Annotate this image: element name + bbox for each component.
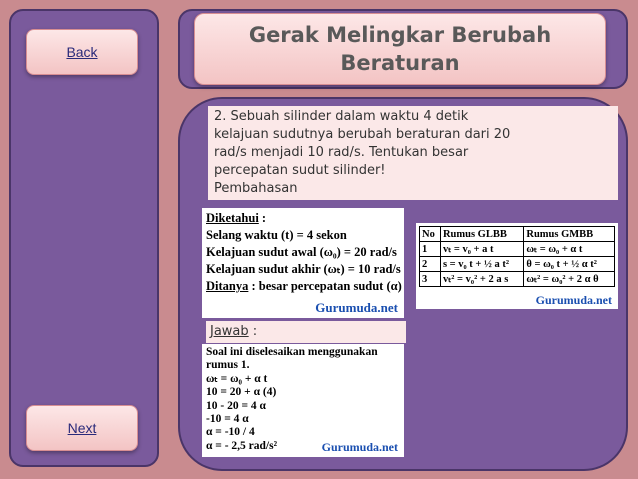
back-button[interactable] bbox=[26, 29, 138, 75]
answer-label-suffix: : bbox=[248, 324, 258, 339]
known-heading: Diketahui bbox=[206, 211, 259, 225]
table-cell: 2 bbox=[420, 257, 441, 272]
known-row: Selang waktu (t) = 4 sekon bbox=[206, 228, 347, 242]
sidebar-panel bbox=[9, 9, 159, 467]
solution-line: 10 = 20 + α (4) bbox=[206, 386, 277, 399]
solution-line: ωₜ = ω₀ + α t bbox=[206, 372, 268, 385]
table-cell: 1 bbox=[420, 242, 441, 257]
table-cell: vₜ = v₀ + a t bbox=[440, 242, 523, 257]
formula-table-image bbox=[416, 223, 618, 309]
table-header-cell: No bbox=[420, 227, 441, 242]
table-row bbox=[420, 242, 615, 257]
solution-line: 10 - 20 = 4 α bbox=[206, 399, 266, 412]
watermark: Gurumuda.net bbox=[315, 300, 398, 315]
table-cell: s = v₀ t + ½ a t² bbox=[440, 257, 523, 272]
table-cell: vₜ² = v₀² + 2 a s bbox=[440, 272, 523, 287]
solution-line: α = -10 / 4 bbox=[206, 426, 255, 439]
answer-label-text: Jawab bbox=[210, 324, 249, 339]
answer-label bbox=[206, 321, 406, 343]
problem-line: percepatan sudut silinder! bbox=[214, 163, 386, 178]
solution-image bbox=[202, 344, 404, 457]
watermark: Gurumuda.net bbox=[321, 439, 398, 454]
asked-text: : besar percepatan sudut (α) bbox=[248, 279, 402, 293]
table-cell: 3 bbox=[420, 272, 441, 287]
table-cell: ωₜ² = ω₀² + 2 α θ bbox=[524, 272, 615, 287]
problem-text bbox=[208, 106, 618, 200]
problem-line-pembahasan: Pembahasan bbox=[214, 181, 298, 196]
table-header-row bbox=[420, 227, 615, 242]
table-row bbox=[420, 257, 615, 272]
known-heading-suffix: : bbox=[258, 211, 267, 225]
table-cell: θ = ω₀ t + ½ α t² bbox=[524, 257, 615, 272]
page-title-line1: Gerak Melingkar Berubah bbox=[248, 23, 552, 47]
known-values-image bbox=[202, 208, 404, 318]
back-button-label: Back bbox=[66, 44, 98, 60]
next-button-label: Next bbox=[67, 420, 97, 436]
next-button[interactable] bbox=[26, 405, 138, 451]
solution-line: Soal ini diselesaikan menggunakan rumus 1. bbox=[206, 346, 378, 372]
asked-label: Ditanya bbox=[206, 279, 249, 293]
title-box bbox=[194, 13, 606, 85]
formula-table bbox=[419, 226, 615, 287]
table-header-cell: Rumus GLBB bbox=[440, 227, 523, 242]
table-cell: ωₜ = ω₀ + α t bbox=[524, 242, 615, 257]
known-row: Kelajuan sudut awal (ω₀) = 20 rad/s bbox=[206, 245, 397, 259]
page-title-line2: Beraturan bbox=[340, 51, 460, 75]
solution-line: α = - 2,5 rad/s² bbox=[206, 439, 278, 452]
watermark: Gurumuda.net bbox=[535, 293, 612, 307]
problem-line: rad/s menjadi 10 rad/s. Tentukan besar bbox=[214, 145, 469, 160]
table-header-cell: Rumus GMBB bbox=[524, 227, 615, 242]
known-row: Kelajuan sudut akhir (ωₜ) = 10 rad/s bbox=[206, 262, 401, 276]
problem-line: 2. Sebuah silinder dalam waktu 4 detik bbox=[214, 109, 469, 124]
solution-line: -10 = 4 α bbox=[206, 413, 249, 426]
problem-line: kelajuan sudutnya berubah beraturan dari 20 bbox=[214, 127, 511, 142]
table-row bbox=[420, 272, 615, 287]
